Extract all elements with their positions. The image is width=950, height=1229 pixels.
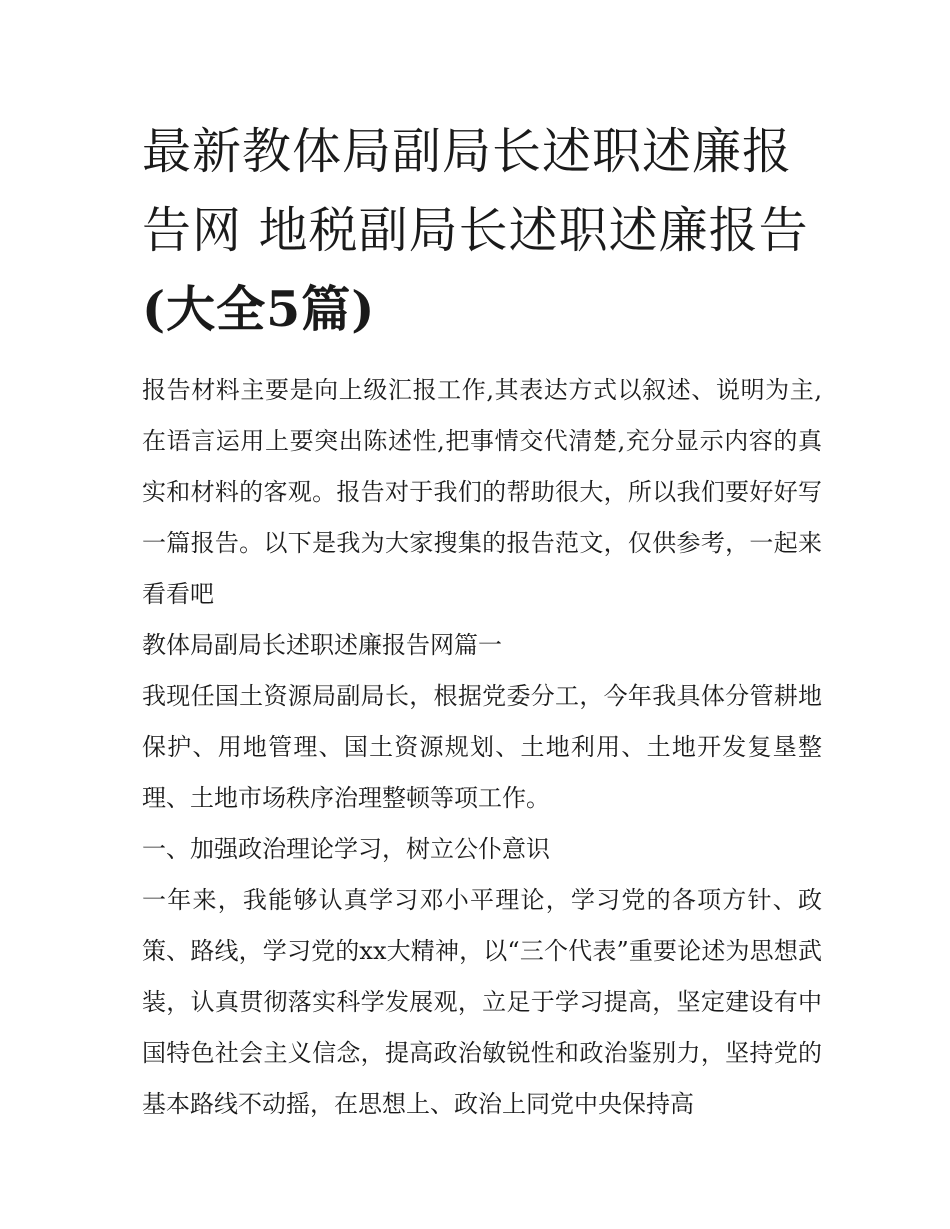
document-title <box>142 112 822 349</box>
intro-paragraph: 报告材料主要是向上级汇报工作,其表达方式以叙述、说明为主,在语言运用上要突出陈述性,把事情交代清楚,充分显示内容的真实和材料的客观。报告对于我们的帮助很大，所以我们要好好写一篇报告。以下是我为大家搜集的报告范文，仅供参考，一起来看看吧 <box>142 376 822 608</box>
body-paragraph: 我现任国土资源局副局长，根据党委分工，今年我具体分管耕地保护、用地管理、国土资源规划、土地利用、土地开发复垦整理、土地市场秩序治理整顿等项工作。 <box>142 682 822 812</box>
subsection-heading: 一、加强政治理论学习，树立公仆意识 <box>142 835 550 863</box>
document-body <box>142 365 822 1130</box>
title-line-3: (大全5篇) <box>142 280 376 338</box>
section-heading-part-one: 教体局副局长述职述廉报告网篇一 <box>142 631 502 659</box>
title-line-1: 最新教体局副局长述职述廉报 <box>142 123 793 180</box>
document-page <box>142 112 822 1130</box>
body-paragraph: 一年来，我能够认真学习邓小平理论，学习党的各项方针、政策、路线，学习党的xx大精神，以“三个代表”重要论述为思想武装，认真贯彻落实科学发展观，立足于学习提高，坚定建设有中国特色社会主义信念，提高政治敏锐性和政治鉴别力，坚持党的基本路线不动摇，在思想上、政治上同党中央保持高 <box>142 886 822 1118</box>
title-line-2: 告网 地税副局长述职述廉报告 <box>142 202 809 259</box>
